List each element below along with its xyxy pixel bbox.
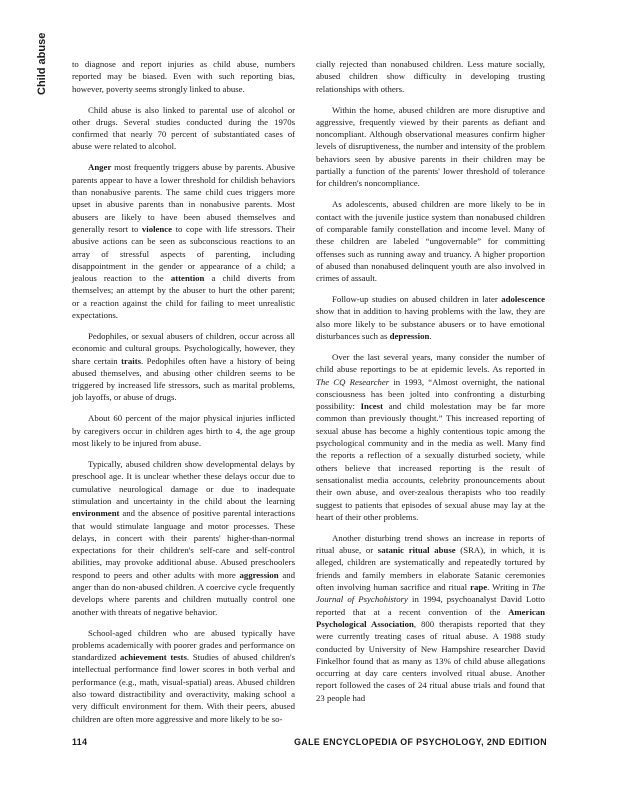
text-run: and the absence of positive parental interactions that would stimulate language and motor processes. These delays, in concert with their parents' higher-than-normal expectations for their children's self-care and self-control abilities, may provoke additional abuse. Abused preschoolers respond to peers and other adults with more xyxy=(72,508,295,580)
text-run: School-aged children who are abused typically have problems academically with poorer grades and performance on standardized xyxy=(72,627,295,663)
section-tab-label: Child abuse xyxy=(36,32,48,95)
text-run: cially rejected than nonabused children. Less mature socially, abused children show difficulty in developing trusting relationships with others. xyxy=(316,59,545,94)
text-run: Within the home, abused children are more disruptive and aggressive, frequently viewed by their parents as defiant and noncompliant. Although observational measures confirm higher levels of disruptiveness, the number and intensity of the problem behaviors seen by abusive parents in their children may be partially a function of the parents' lower threshold of tolerance for children's noncompliance. xyxy=(316,104,545,189)
bold-term: aggression xyxy=(239,569,279,580)
paragraph xyxy=(316,532,545,704)
paragraph xyxy=(72,161,295,321)
paragraph xyxy=(72,412,295,449)
continued-paragraph xyxy=(72,58,295,95)
bold-term: Anger xyxy=(88,162,112,173)
page-number: 114 xyxy=(72,737,88,747)
text-run: in 1993, “Almost overnight, the national consciousness has been jolted into confronting a disturbing possibility: xyxy=(316,376,545,412)
text-run: Another disturbing trend shows an increase in reports of ritual abuse, or xyxy=(316,532,545,556)
bold-term: environment xyxy=(72,508,120,519)
bold-term: Incest xyxy=(360,401,383,412)
text-run: (SRA), in which, it is alleged, children are systematically and repeatedly tortured by friends and family members in elaborate Satanic ceremonies often involving human sacrifice and ritual xyxy=(316,545,545,593)
italic-title: The CQ Researcher xyxy=(316,376,390,387)
bold-term: attention xyxy=(170,273,205,284)
paragraph xyxy=(316,293,545,342)
bold-term: violence xyxy=(141,223,173,234)
text-run: . xyxy=(429,331,432,341)
text-run: . Pedophiles often have a history of being abused themselves, and abusing other children seems to be triggered by increased life stressors, such as marital problems, job layoffs, or abuse of drugs. xyxy=(72,355,295,403)
text-run: in 1994, psychoanalyst David Lotto reported that at a recent convention of the xyxy=(316,594,545,617)
text-run: As adolescents, abused children are more likely to be in contact with the juvenile justice system than nonabused children of comparable family constellation and income level. Many of these children are labeled “ungovernable” for committing offenses such as running away and truancy. A higher proportion of abused than nonabused delinquent youth are also involved in crimes of assault. xyxy=(316,199,545,284)
bold-term: traits xyxy=(121,355,142,366)
text-run: . Writing in xyxy=(487,582,532,593)
paragraph xyxy=(72,458,295,618)
italic-title: The Journal of Psychohistory xyxy=(316,582,545,605)
bold-term: depression xyxy=(389,331,430,341)
text-run: a child diverts from themselves; an attempt by the abuser to hurt the other parent; or a reaction against the child for failing to meet unrealistic expectations. xyxy=(72,273,295,321)
bold-term: satanic ritual abuse xyxy=(377,545,456,556)
right-text-column xyxy=(316,58,545,713)
text-run: Over the last several years, many consider the number of child abuse reportings to be at epidemic levels. As reported in xyxy=(316,351,545,375)
text-run: most frequently triggers abuse by parents. Abusive parents appear to have a lower threshold for childish behaviors than nonabusive parents. The same child cues triggers more upset in abusive parents than in nonabusive parents. Most abusers are likely to have been abused themselves and generally resort to xyxy=(72,162,295,234)
bold-term: achievement tests xyxy=(119,652,187,663)
text-run: to cope with life stressors. Their abusive actions can be seen as subconscious reactions to an array of stressful aspects of parenting, including disappointment in the gender or appearance of a child; a jealous reaction to the xyxy=(72,223,295,284)
paragraph xyxy=(316,351,545,523)
continued-paragraph xyxy=(316,58,545,95)
left-text-column xyxy=(72,58,295,734)
text-run: and anger than do non-abused children. A coercive cycle frequently develops where parents and children mutually control one another with threats of negative behavior. xyxy=(72,569,295,617)
text-run: Child abuse is also linked to parental use of alcohol or other drugs. Several studies conducted during the 1970s confirmed that nearly 70 percent of substantiated cases of abuse were related to alcohol. xyxy=(72,104,295,152)
text-run: Typically, abused children show developmental delays by preschool age. It is unclear whether these delays occur due to cumulative neurological damage or due to inadequate stimulation and uncertainty in the child about the learning xyxy=(72,459,295,506)
bold-term: American Psychological Association xyxy=(316,606,545,629)
paragraph xyxy=(72,104,295,153)
text-run: to diagnose and report injuries as child abuse, numbers reported may be biased. Even with such reporting bias, however, poverty seems strongly linked to abuse. xyxy=(72,59,295,94)
paragraph xyxy=(316,104,545,190)
text-run: . Studies of abused children's intellectual performance find lower scores in both verbal and performance (e.g., math, visual-spatial) areas. Abused children also toward distractibility and overactivity, making school a very difficult environment for them. With their peers, abused children are often more aggressive and more likely to be so- xyxy=(72,652,295,724)
bold-term: rape xyxy=(470,582,488,593)
paragraph xyxy=(316,198,545,284)
text-run: Follow-up studies on abused children in later xyxy=(332,294,502,305)
text-run: Pedophiles, or sexual abusers of children, occur across all economic and cultural groups. Psychologically, however, they share certain xyxy=(72,331,295,366)
paragraph xyxy=(72,627,295,725)
text-run: show that in addition to having problems with the law, they are also more likely to be substance abusers or to have emotional disturbances such as xyxy=(316,306,545,341)
text-run: About 60 percent of the major physical injuries inflicted by caregivers occur in children ages birth to 4, the age group most likely to be injured from abuse. xyxy=(72,413,295,449)
publication-title: GALE ENCYCLOPEDIA OF PSYCHOLOGY, 2ND EDITION xyxy=(294,737,547,747)
paragraph xyxy=(72,330,295,404)
bold-term: adolescence xyxy=(501,294,545,305)
text-run: , 800 therapists reported that they were currently treating cases of ritual abuse. A 1988 study conducted by University of New Hampshire researcher David Finkelhor found that as many as 13% of child abuse allegations occurring at day care centers involved ritual abuse. Another report followed the cases of 24 ritual abuse trials and found that 23 people had xyxy=(316,618,545,703)
text-run: and child molestation may be far more common than previously thought.” This increased reporting of sexual abuse has become a highly contentious topic among the psychological community and in the media as well. Many find the reports a reflection of a sexually disturbed society, while others believe that increased reporting is the result of sensationalist media accounts, celebrity pronouncements about their own abuse, and over-zealous therapists who too readily suggest to patients that episodes of sexual abuse may lay at the heart of their other problems. xyxy=(316,401,545,522)
